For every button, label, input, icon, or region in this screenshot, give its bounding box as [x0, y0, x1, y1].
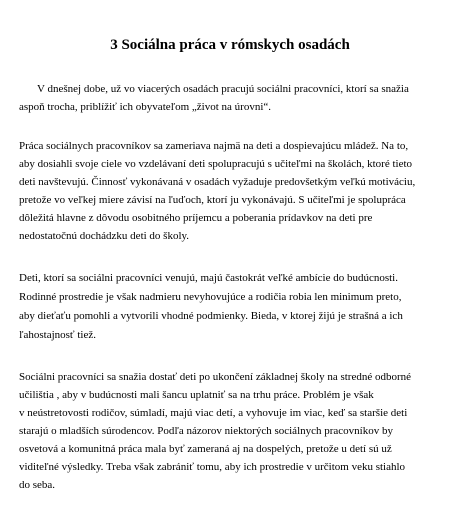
paragraph-4-line-5: osvetová a komunitná práca mala byť zameraná aj na dospelých, pretože u detí sú už [19, 443, 392, 455]
paragraph-4-line-4: starajú o mladších súrodencov. Podľa názorov niektorých sociálnych pracovníkov by [19, 425, 393, 437]
paragraph-3-line-2: Rodinné prostredie je však nadmieru nevyhovujúce a rodičia robia len minimum preto, [19, 291, 402, 303]
paragraph-4-line-7: do seba. [19, 479, 56, 491]
paragraph-4-line-1: Sociálni pracovníci sa snažia dostať deti po ukončení základnej školy na stredné odborné [19, 371, 412, 383]
paragraph-2-line-3: deti navštevujú. Činnosť vykonávaná v osadách vyžaduje predovšetkým veľkú motiváciu, [19, 176, 416, 188]
paragraph-3-line-1: Deti, ktorí sa sociálni pracovníci venujú, majú častokrát veľké ambície do budúcnosti. [19, 272, 398, 284]
paragraph-4-line-2: učilištia , aby v budúcnosti mali šancu uplatniť sa na trhu práce. Problém je však [19, 389, 374, 401]
paragraph-3-line-3: aby dieťaťu pomohli a vytvorili vhodné podmienky. Bieda, v ktorej žijú je strašná a ich [19, 310, 403, 322]
paragraph-1-line-1: V dnešnej dobe, už vo viacerých osadách pracujú sociálni pracovníci, ktorí sa snažia [37, 83, 409, 95]
paragraph-4-line-6: viditeľné výsledky. Treba však zabrániť tomu, aby ich prostredie v určitom veku stiahlo [19, 461, 406, 473]
section-title: 3 Sociálna práca v rómskych osadách [110, 37, 350, 53]
paragraph-2-line-1: Práca sociálnych pracovníkov sa zameriava najmä na deti a dospievajúcu mládež. Na to, [19, 140, 409, 152]
paragraph-4-line-3: v neústretovosti rodičov, súmladí, majú viac detí, a vyhovuje im viac, keď sa staršie deti [19, 407, 408, 419]
paragraph-1-line-2: aspoň trocha, priblížiť ich obyvateľom „život na úrovni“. [19, 101, 272, 113]
paragraph-2-line-2: aby dosiahli svoje ciele vo vzdelávaní deti spolupracujú s učiteľmi na školách, ktoré tieto [19, 158, 413, 170]
paragraph-2-line-6: nedostatočnú dochádzku deti do školy. [19, 230, 190, 242]
paragraph-2-line-4: pretože vo veľkej miere závisí na ľuďoch, ktorí ju vykonávajú. S učiteľmi je spolupráca [19, 194, 406, 206]
paragraph-2-line-5: dôležitá hlavne z dôvodu osobitného príjemcu a poberania prídavkov na deti pre [19, 212, 373, 224]
paragraph-3-line-4: ľahostajnosť tiež. [19, 329, 96, 341]
